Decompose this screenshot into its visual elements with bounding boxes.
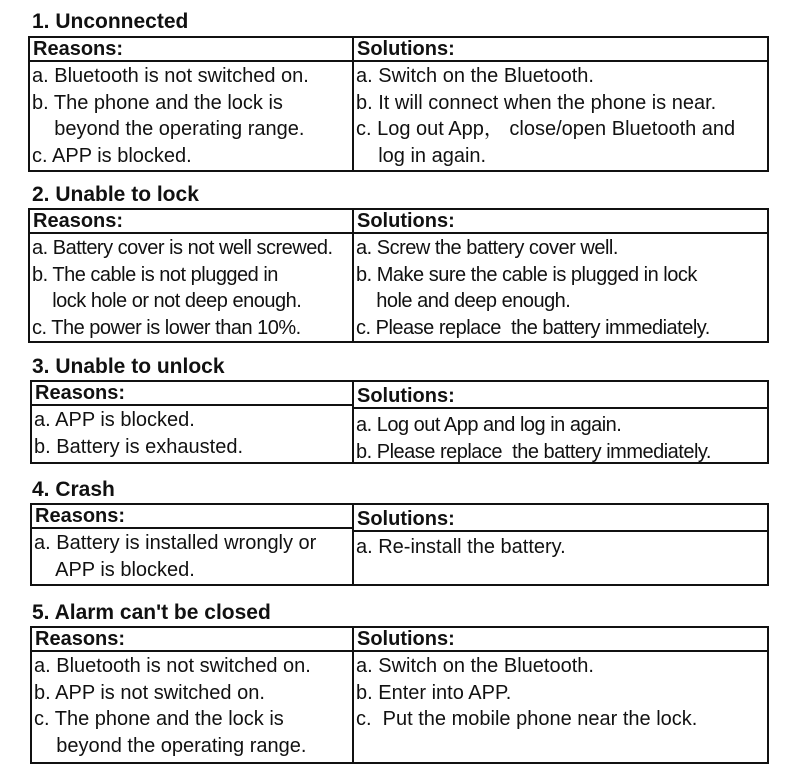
solution-line: a. Switch on the Bluetooth. — [356, 655, 594, 677]
reason-line: a. Battery is installed wrongly or — [34, 532, 317, 554]
reasons-list — [30, 235, 352, 341]
section-title: 2. Unable to lock — [32, 183, 199, 206]
solution-line: b. Please replace the battery immediately. — [356, 440, 711, 463]
reason-line: a. APP is blocked. — [34, 409, 195, 431]
solutions-column — [352, 38, 767, 170]
solution-line: hole and deep enough. — [356, 290, 571, 312]
troubleshooting-table — [30, 503, 769, 586]
section-title: 1. Unconnected — [32, 10, 189, 33]
solution-line: c. Log out App， close/open Bluetooth and — [356, 118, 736, 140]
solution-line: c. Please replace the battery immediately. — [356, 316, 710, 339]
reasons-header: Reasons: — [30, 38, 352, 62]
solutions-header: Solutions: — [354, 508, 767, 532]
section-title: 4. Crash — [32, 478, 115, 501]
reason-line: beyond the operating range. — [34, 734, 307, 757]
solutions-column — [352, 382, 767, 462]
reasons-column — [30, 210, 352, 341]
reason-line: a. Battery cover is not well screwed. — [32, 237, 333, 259]
section-title: 3. Unable to unlock — [32, 355, 225, 378]
solutions-column — [352, 628, 767, 762]
solutions-list — [354, 235, 767, 341]
solutions-header: Solutions: — [354, 385, 767, 409]
section-unconnected — [28, 8, 770, 174]
section-crash — [28, 476, 770, 588]
solution-line: a. Switch on the Bluetooth. — [356, 65, 594, 87]
solutions-column — [352, 210, 767, 341]
reasons-column — [32, 382, 352, 462]
reason-line: b. The phone and the lock is — [32, 91, 283, 114]
solutions-list — [354, 534, 767, 561]
solution-line: b. It will connect when the phone is near. — [356, 91, 717, 114]
reasons-column — [32, 628, 352, 762]
solution-line: a. Log out App and log in again. — [356, 414, 622, 436]
section-unable-to-lock — [28, 182, 770, 344]
reason-line: c. The phone and the lock is — [34, 708, 284, 730]
reasons-column — [32, 505, 352, 584]
reasons-header: Reasons: — [32, 505, 352, 529]
reasons-list — [32, 407, 352, 460]
reasons-list — [30, 63, 352, 169]
reasons-header: Reasons: — [30, 210, 352, 234]
reason-line: c. APP is blocked. — [32, 144, 192, 167]
reason-line: b. Battery is exhausted. — [34, 435, 244, 458]
solutions-list — [354, 412, 767, 465]
section-alarm-cant-be-closed — [28, 600, 770, 766]
section-unable-to-unlock — [28, 354, 770, 466]
solution-line: a. Re-install the battery. — [356, 536, 566, 558]
reason-line: APP is blocked. — [34, 558, 195, 581]
solution-line: a. Screw the battery cover well. — [356, 237, 618, 259]
solutions-list — [354, 63, 767, 169]
reasons-list — [32, 530, 352, 583]
troubleshooting-table — [28, 36, 769, 172]
reason-line: a. Bluetooth is not switched on. — [34, 655, 311, 677]
reason-line: b. APP is not switched on. — [34, 681, 265, 704]
solutions-list — [354, 653, 767, 733]
solutions-header: Solutions: — [354, 628, 767, 652]
reason-line: lock hole or not deep enough. — [32, 290, 302, 312]
solutions-column — [352, 505, 767, 584]
reason-line: beyond the operating range. — [32, 118, 305, 140]
solution-line: b. Enter into APP. — [356, 681, 512, 704]
solution-line: b. Make sure the cable is plugged in lock — [356, 263, 697, 286]
reasons-column — [30, 38, 352, 170]
solutions-header: Solutions: — [354, 210, 767, 234]
troubleshooting-table — [30, 380, 769, 464]
reason-line: b. The cable is not plugged in — [32, 263, 278, 286]
troubleshooting-table — [28, 208, 769, 343]
section-title: 5. Alarm can't be closed — [32, 601, 271, 624]
solution-line: c. Put the mobile phone near the lock. — [356, 708, 698, 730]
reason-line: c. The power is lower than 10%. — [32, 316, 301, 339]
reasons-list — [32, 653, 352, 759]
reasons-header: Reasons: — [32, 382, 352, 406]
reasons-header: Reasons: — [32, 628, 352, 652]
reason-line: a. Bluetooth is not switched on. — [32, 65, 309, 87]
troubleshooting-table — [30, 626, 769, 764]
solution-line: log in again. — [356, 144, 487, 167]
solutions-header: Solutions: — [354, 38, 767, 62]
